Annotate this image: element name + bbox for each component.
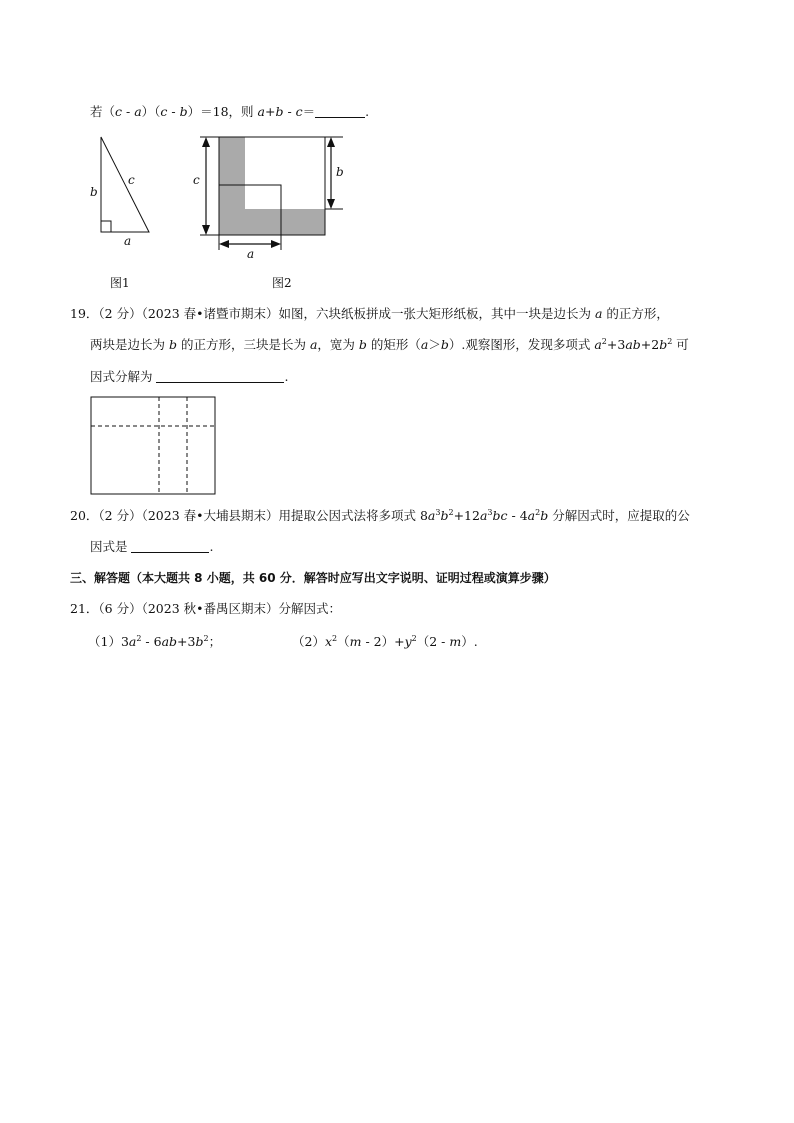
fig2-label-b: b: [336, 165, 344, 179]
q21-part-1: $(1)3a^2 - 6ab+3b^2$；: [88, 634, 222, 649]
fig1-label-a: a: [124, 234, 132, 248]
fig2-label-a: a: [247, 247, 255, 261]
q19-line-2: 两块是边长为 b 的正方形，三块是长为 a，宽为 b 的矩形（a＞b）.观察图形，发现多项式 $a^2+3ab+2b^2$ 可: [90, 337, 689, 352]
q21-part-2: $(2)x^2(m - 2)+y^2(2 - m)$.: [292, 634, 478, 649]
fig1-caption: 图1: [110, 276, 130, 290]
q19-line-3: 因式分解为 .: [90, 369, 289, 384]
q21-line-1: 21．（6 分）（2023 秋•番禺区期末）分解因式：: [70, 601, 341, 616]
answer-blank[interactable]: [131, 540, 209, 553]
fig1-label-b: b: [90, 185, 98, 199]
fig1-label-c: c: [128, 173, 135, 187]
q19-line-1: 19．（2 分）（2023 春•诸暨市期末）如图，六块纸板拼成一张大矩形纸板，其中一块是边长为 a 的正方形，: [70, 306, 669, 321]
fig2-caption: 图2: [272, 276, 292, 290]
q20-line-1: 20．（2 分）（2023 春•大埔县期末）用提取公因式法将多项式 $8a^3b^2+12a^3bc - 4a^2b$ 分解因式时，应提取的公: [70, 508, 690, 523]
fig2-label-c: c: [193, 173, 200, 187]
q20-line-2: 因式是 .: [90, 539, 214, 554]
section-3-title: 三、解答题（本大题共 8 小题，共 60 分．解答时应写出文字说明、证明过程或演算步骤）: [70, 571, 556, 585]
large-rectangle: [91, 397, 215, 494]
q18-condition-line: 若（c - a）（c - b）＝18，则 a+b - c＝ .: [90, 104, 370, 119]
